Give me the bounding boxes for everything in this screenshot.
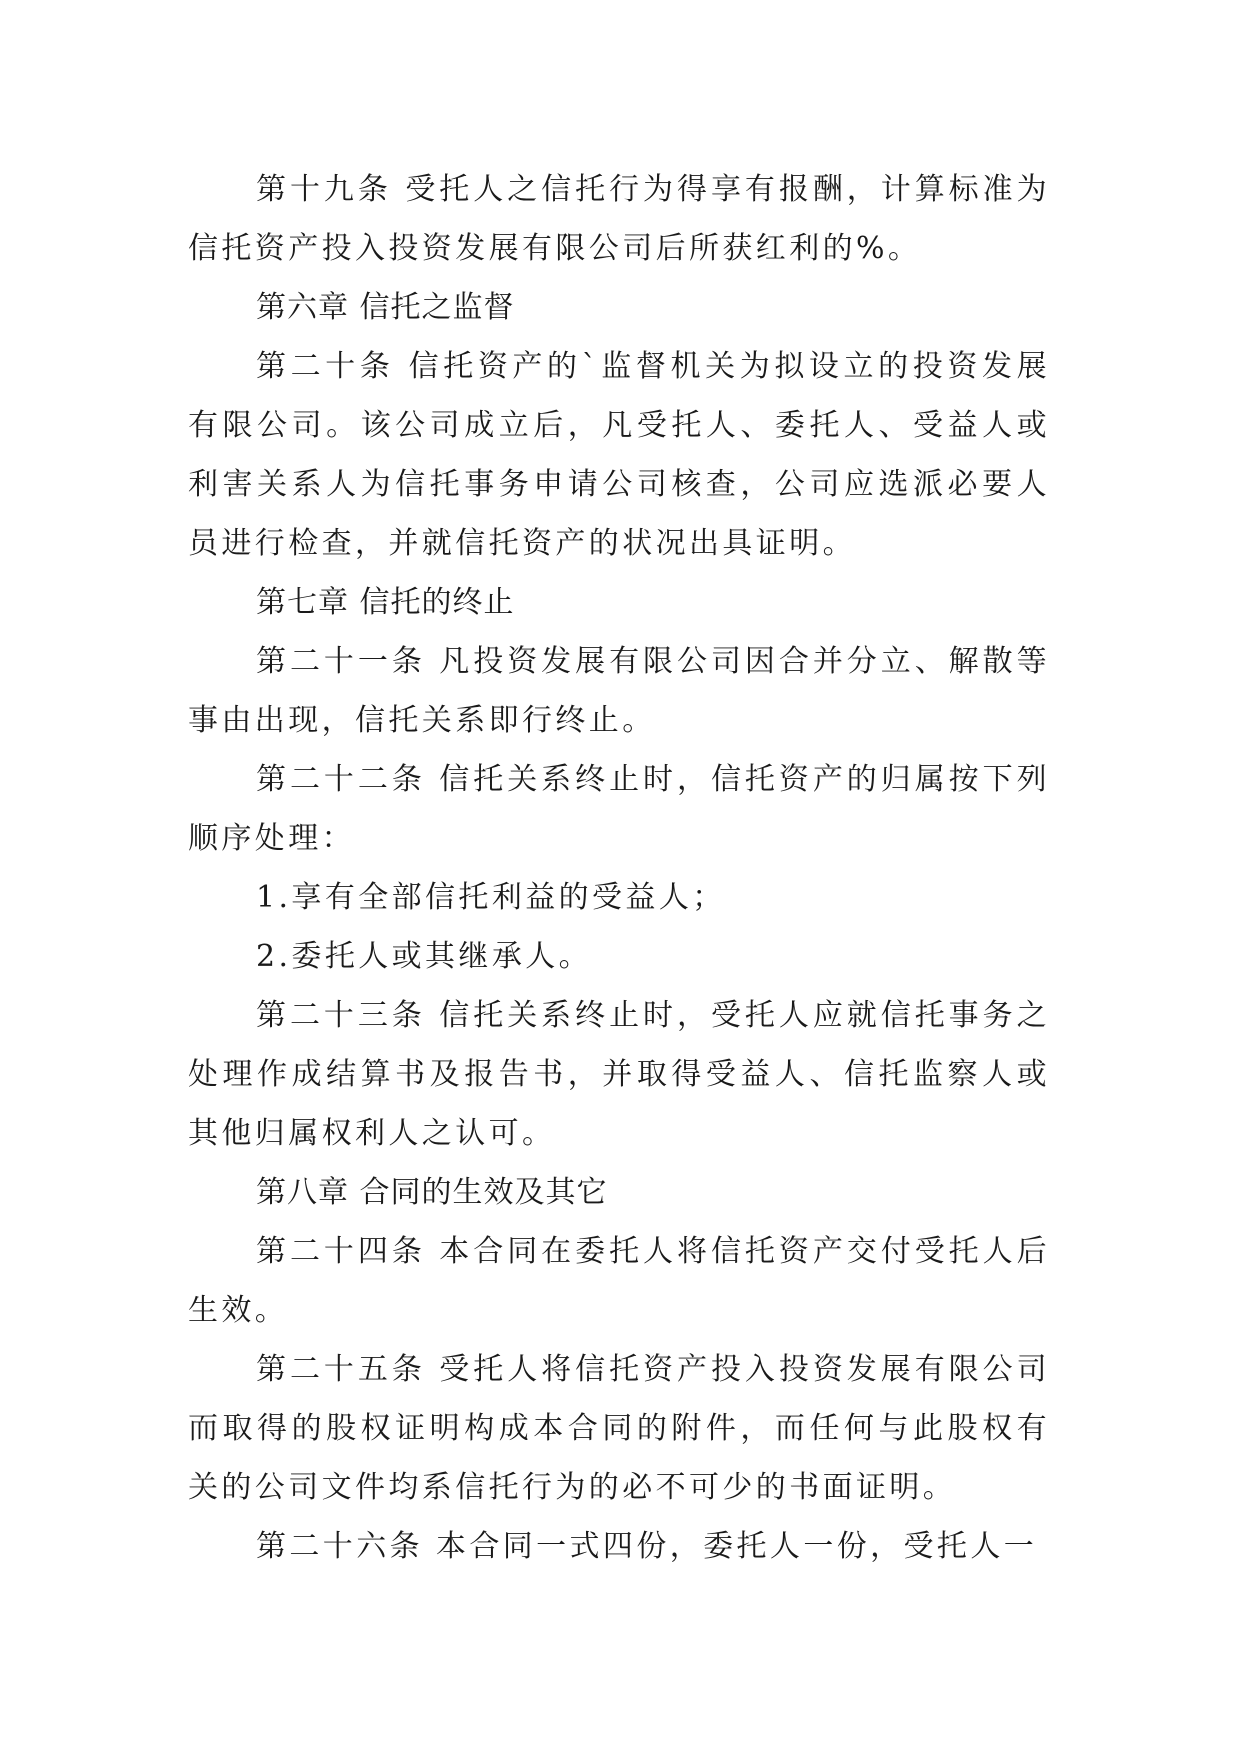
list-item-2: 2.委托人或其继承人。 xyxy=(256,939,593,974)
chapter-8-heading: 第八章 合同的生效及其它 xyxy=(256,1175,608,1210)
article-23: 第二十三条 信托关系终止时，受托人应就信托事务之处理作成结算书及报告书，并取得受益人、信托监察人或其他归属权利人之认可。 xyxy=(188,998,1050,1151)
chapter-6-heading: 第六章 信托之监督 xyxy=(256,290,515,325)
document-body xyxy=(188,160,1050,1576)
article-25: 第二十五条 受托人将信托资产投入投资发展有限公司而取得的股权证明构成本合同的附件，而任何与此股权有关的公司文件均系信托行为的必不可少的书面证明。 xyxy=(188,1352,1050,1505)
article-19: 第十九条 受托人之信托行为得享有报酬，计算标准为信托资产投入投资发展有限公司后所获红利的%。 xyxy=(188,172,1050,266)
list-item-1: 1.享有全部信托利益的受益人； xyxy=(256,880,726,915)
chapter-7-heading: 第七章 信托的终止 xyxy=(256,585,515,620)
article-22: 第二十二条 信托关系终止时，信托资产的归属按下列顺序处理： xyxy=(188,762,1050,856)
article-26: 第二十六条 本合同一式四份，委托人一份，受托人一 xyxy=(256,1529,1038,1564)
article-20: 第二十条 信托资产的`监督机关为拟设立的投资发展有限公司。该公司成立后，凡受托人、委托人、受益人或利害关系人为信托事务申请公司核查，公司应选派必要人员进行检查，并就信托资产的状况出具证明。 xyxy=(188,349,1050,561)
article-24: 第二十四条 本合同在委托人将信托资产交付受托人后生效。 xyxy=(188,1234,1050,1328)
article-21: 第二十一条 凡投资发展有限公司因合并分立、解散等事由出现，信托关系即行终止。 xyxy=(188,644,1050,738)
